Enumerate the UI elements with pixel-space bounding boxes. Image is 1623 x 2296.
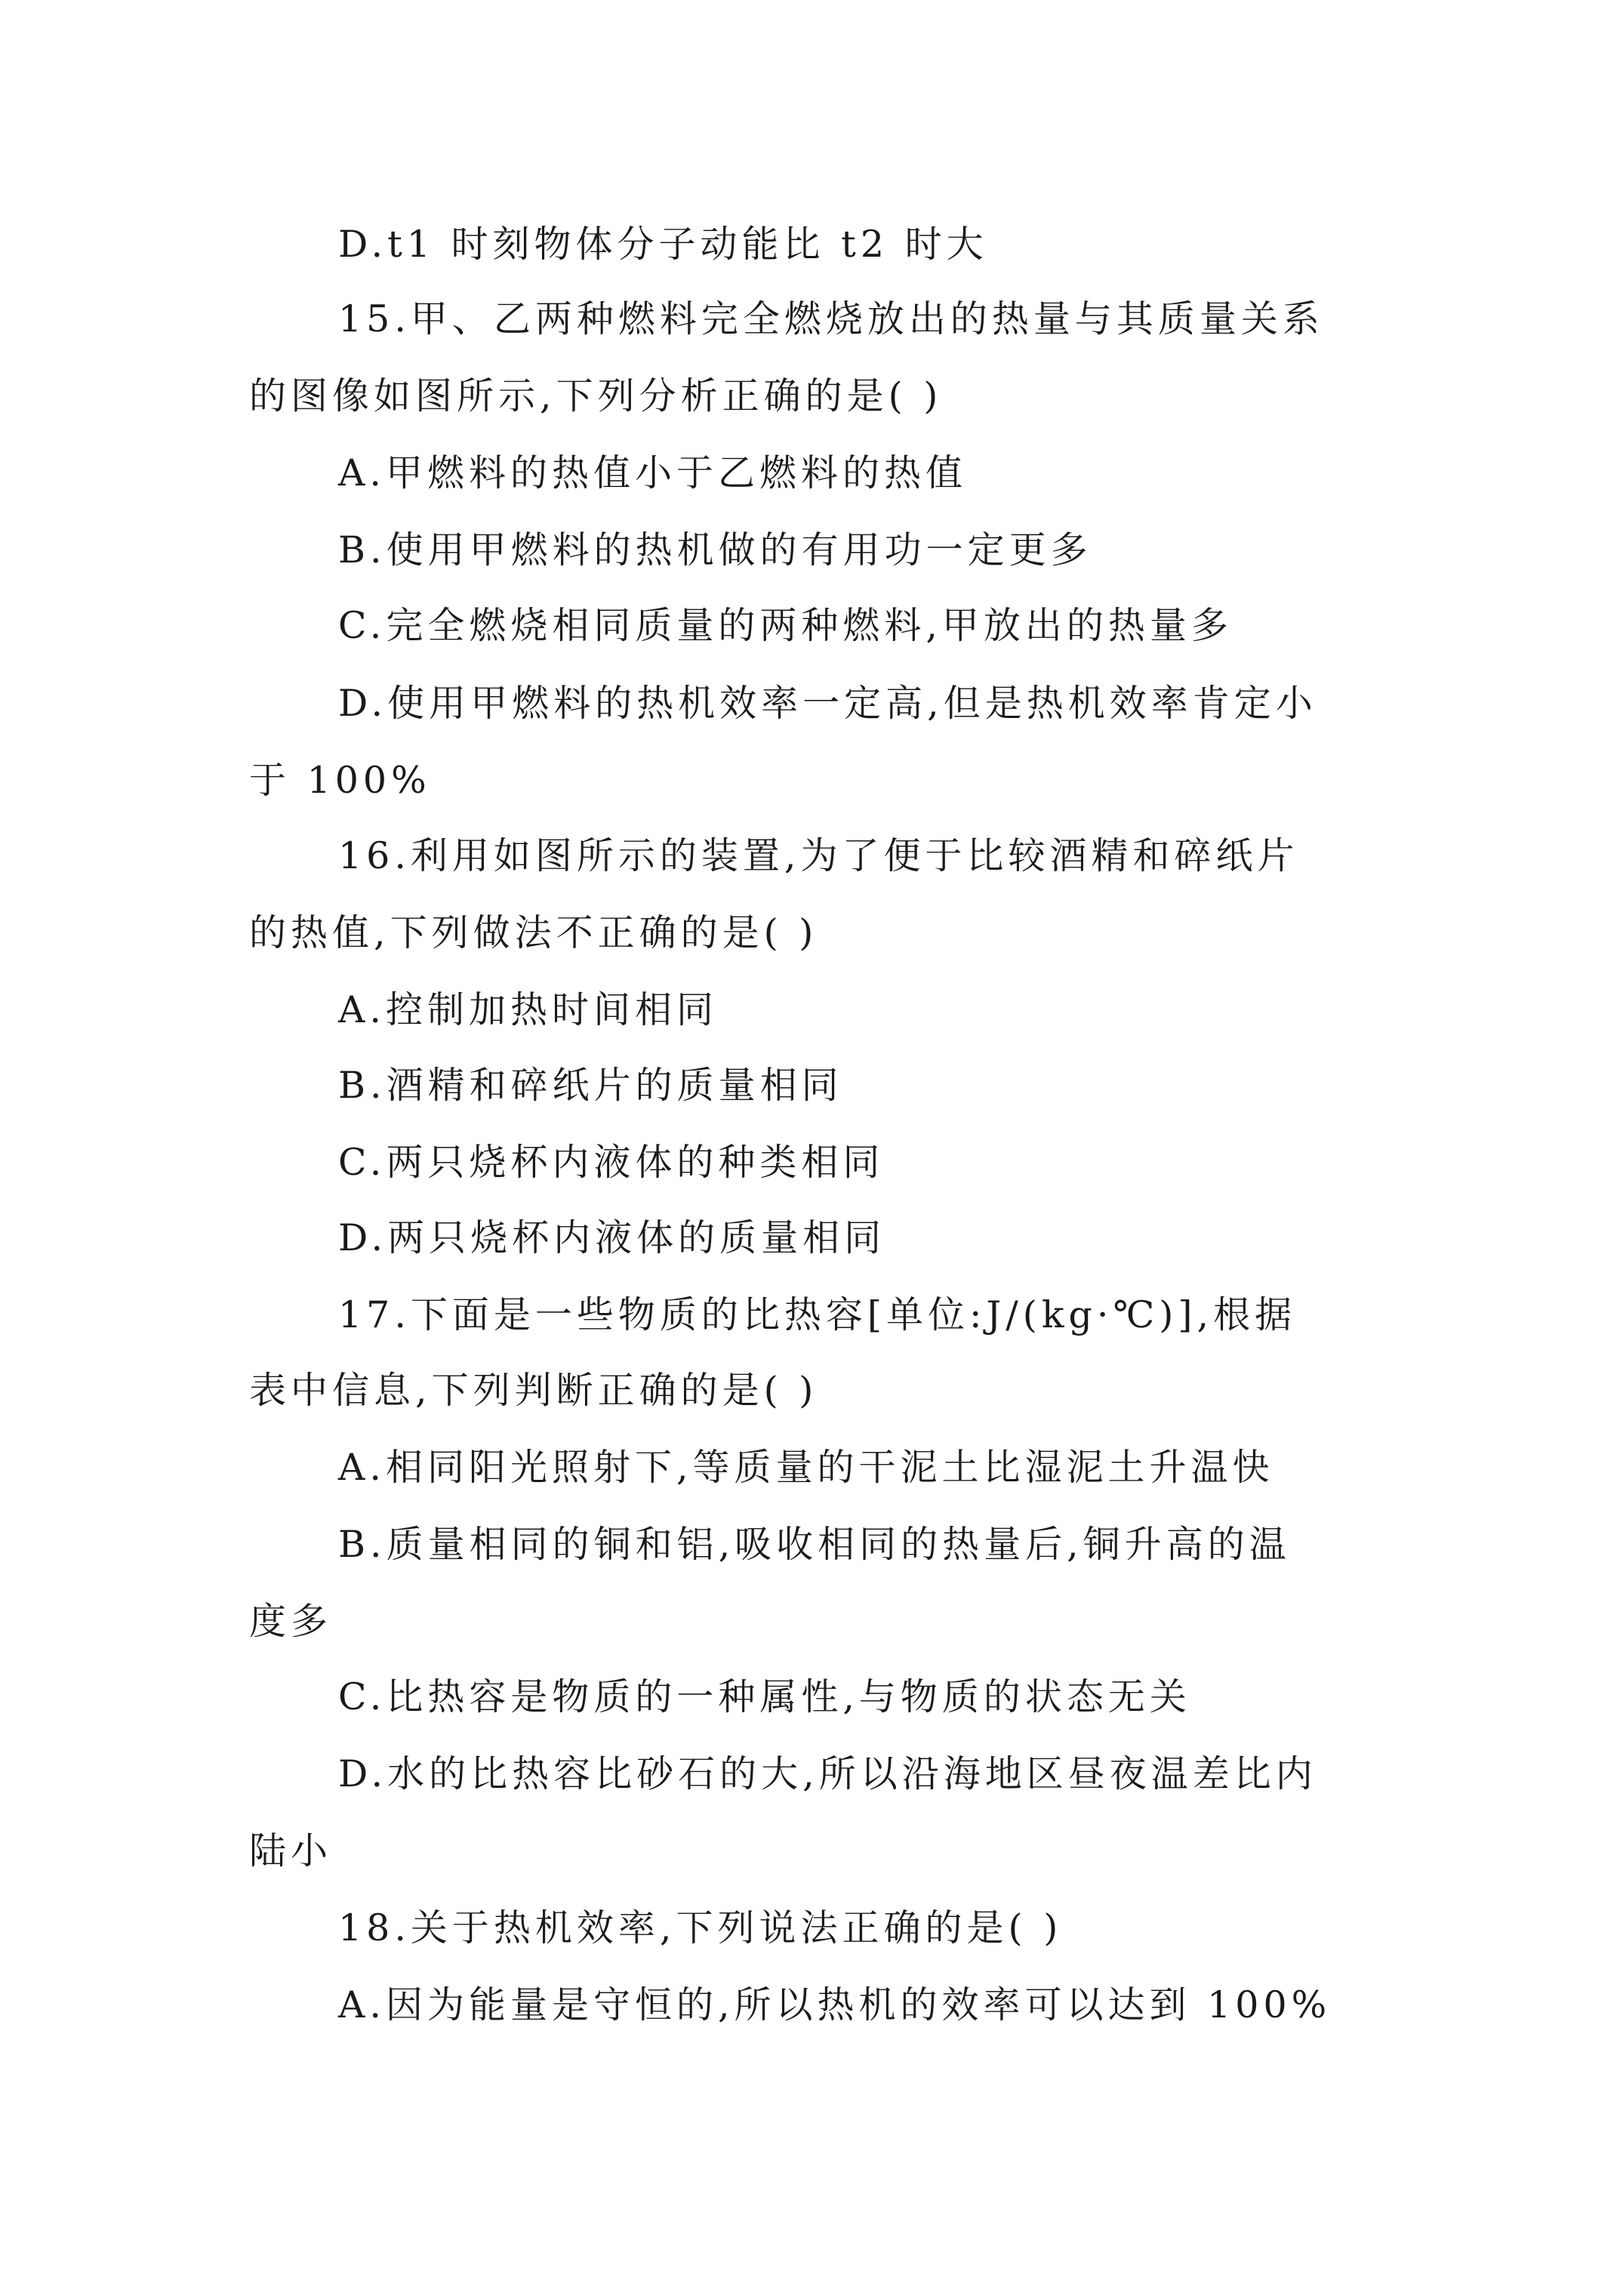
- option-15-b: B.使用甲燃料的热机做的有用功一定更多: [338, 529, 1092, 572]
- question-18-stem: 18.关于热机效率,下列说法正确的是( ): [338, 1906, 1063, 1949]
- option-17-d-line-2: 陆小: [249, 1829, 333, 1872]
- option-17-b-line-2: 度多: [249, 1600, 333, 1643]
- question-16-stem-line-2: 的热值,下列做法不正确的是( ): [249, 911, 818, 954]
- option-14-d: D.t1 时刻物体分子动能比 t2 时大: [338, 223, 988, 266]
- option-16-b: B.酒精和碎纸片的质量相同: [338, 1064, 843, 1107]
- option-15-c: C.完全燃烧相同质量的两种燃料,甲放出的热量多: [338, 604, 1233, 647]
- option-17-a: A.相同阳光照射下,等质量的干泥土比湿泥土升温快: [338, 1446, 1274, 1489]
- option-15-d-line-2: 于 100%: [249, 759, 431, 802]
- question-17-stem-line-1: 17.下面是一些物质的比热容[单位:J/(kg·℃)],根据: [338, 1293, 1297, 1336]
- option-17-d-line-1: D.水的比热容比砂石的大,所以沿海地区昼夜温差比内: [338, 1752, 1317, 1795]
- option-16-c: C.两只烧杯内液体的种类相同: [338, 1141, 885, 1184]
- option-16-a: A.控制加热时间相同: [338, 988, 718, 1031]
- option-17-c: C.比热容是物质的一种属性,与物质的状态无关: [338, 1675, 1191, 1718]
- question-16-stem-line-1: 16.利用如图所示的装置,为了便于比较酒精和碎纸片: [338, 834, 1299, 877]
- option-16-d: D.两只烧杯内液体的质量相同: [338, 1216, 886, 1259]
- option-17-b-line-1: B.质量相同的铜和铝,吸收相同的热量后,铜升高的温: [338, 1523, 1291, 1566]
- option-15-d-line-1: D.使用甲燃料的热机效率一定高,但是热机效率肯定小: [338, 682, 1317, 725]
- option-18-a: A.因为能量是守恒的,所以热机的效率可以达到 100%: [338, 1983, 1332, 2026]
- question-15-stem-line-2: 的图像如图所示,下列分析正确的是( ): [249, 374, 943, 418]
- question-17-stem-line-2: 表中信息,下列判断正确的是( ): [249, 1369, 818, 1412]
- question-15-stem-line-1: 15.甲、乙两种燃料完全燃烧放出的热量与其质量关系: [338, 297, 1324, 341]
- option-15-a: A.甲燃料的热值小于乙燃料的热值: [338, 451, 967, 495]
